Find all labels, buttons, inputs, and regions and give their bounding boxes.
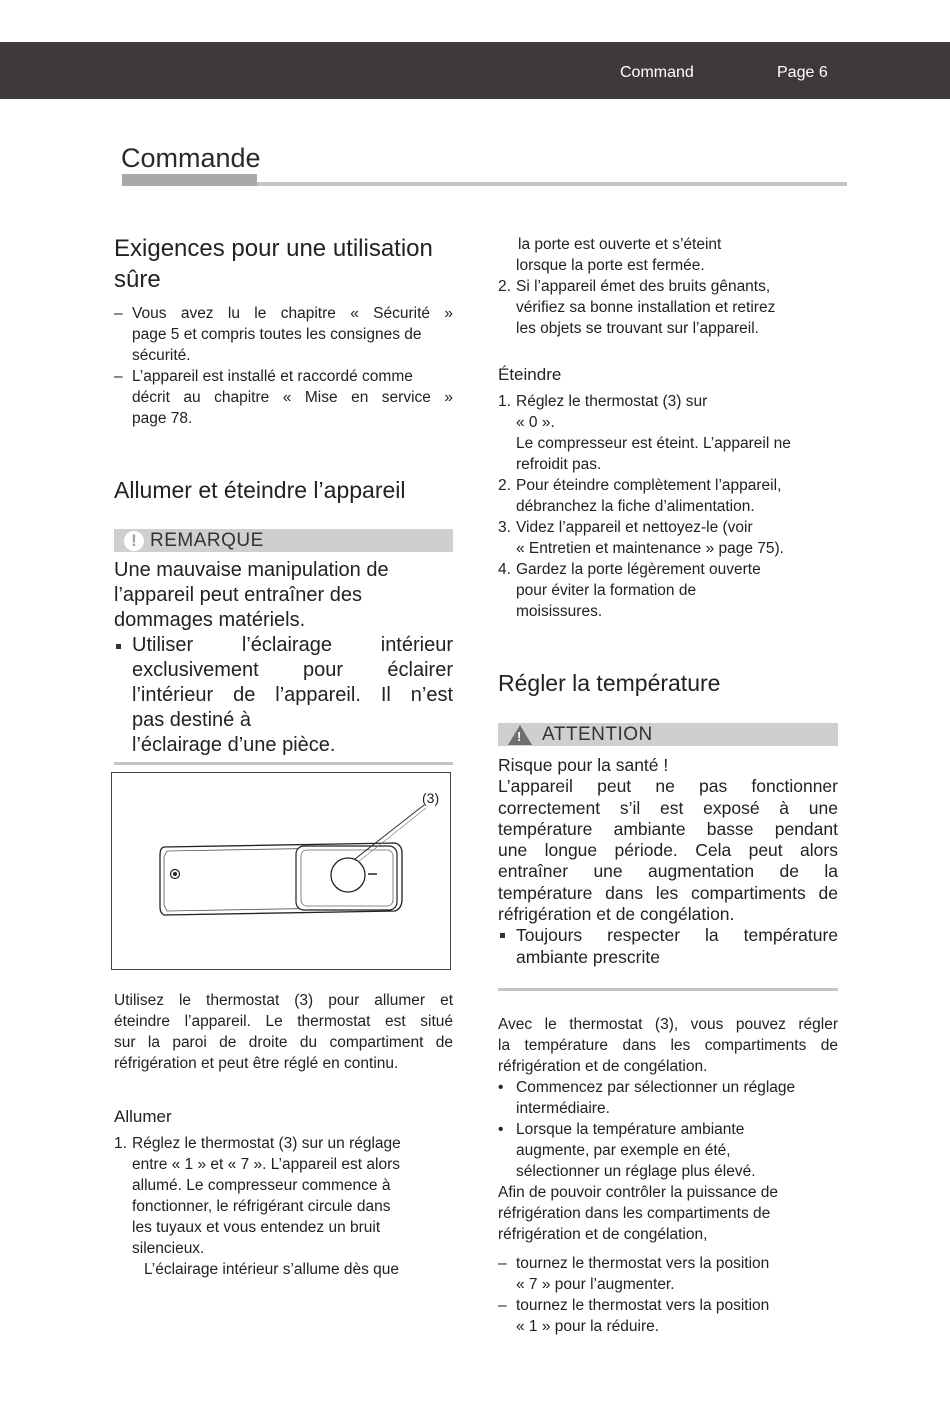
attention-bullet: Toujours respecter la température ambiante prescrite: [498, 925, 838, 968]
header-bar: [0, 42, 950, 99]
list-item: – tournez le thermostat vers la position « 7 » pour l’augmenter.: [498, 1255, 770, 1293]
attention-rule: [498, 988, 838, 991]
remark-banner: [114, 529, 453, 552]
list-item: 2. Pour éteindre complètement l’appareil, débranchez la fiche d’alimentation.: [498, 477, 782, 515]
allumer-list: [114, 1133, 453, 1259]
list-item: 2. Si l’appareil émet des bruits gênants, vérifiez sa bonne installation et retirez les objets se trouvant sur l’appareil.: [498, 278, 776, 337]
list-item: • Commencez par sélectionner un réglage intermédiaire.: [498, 1079, 796, 1117]
eteindre-section: [498, 364, 838, 622]
onoff-section: [114, 475, 453, 505]
attention-banner: [498, 723, 838, 746]
attention-box: [498, 723, 838, 991]
thermostat-knob: [331, 858, 365, 892]
allumer-section: [114, 1106, 453, 1280]
power-list: [498, 1253, 838, 1337]
settings-bullets: [498, 1077, 838, 1182]
list-item: – tournez le thermostat vers la position « 1 » pour la réduire.: [498, 1297, 770, 1335]
onoff-heading: Allumer et éteindre l’appareil: [114, 477, 406, 503]
figure-label: (3): [422, 790, 440, 806]
exclamation-icon: !: [124, 531, 144, 551]
list-item: 3. Videz l’appareil et nettoyez-le (voir « Entretien et maintenance » page 75).: [498, 519, 784, 557]
remark-bullet: Utiliser l’éclairage intérieur exclusivement pour éclairer l’intérieur de l’appareil. Il n’est pas destiné à l’éclairage d’une pièce.: [114, 633, 453, 758]
list-item: • Lorsque la température ambiante augmente, par exemple en été, sélectionner un réglage plus élevé.: [498, 1121, 756, 1180]
list-item: – Vous avez lu le chapitre « Sécurité » page 5 et compris toutes les consignes de sécurité.: [114, 305, 453, 364]
eteindre-list: [498, 391, 838, 622]
list-item: 1. Réglez le thermostat (3) sur un réglage entre « 1 » et « 7 ». L’appareil est alors allumé. Le compresseur commence à fonctionner, le réfrigérant circule dans les tuyaux et vous entendez un bruit silencieux.: [114, 1135, 401, 1257]
remark-rule: [114, 762, 453, 765]
warning-icon: !: [508, 725, 532, 745]
list-item: 4. Gardez la porte légèrement ouverte pour éviter la formation de moisissures.: [498, 561, 761, 620]
thermostat-illustration: [112, 773, 450, 969]
attention-label: ATTENTION: [542, 723, 653, 745]
header-page-number: Page 6: [777, 64, 828, 81]
remark-box: [114, 529, 453, 765]
page-title: Commande: [121, 143, 261, 173]
header-section: Command: [620, 64, 694, 81]
attention-body: Risque pour la santé ! L’appareil peut ne pas fonctionner correctement s’il est exposé à une température ambiante basse pendant une longue période. Cela peut alors entraîner une augmentation de la température dans les compartiments de réfrigération et de congélation. Toujours respecter la température ambiante prescrite: [498, 755, 838, 967]
thermostat-intro: Utilisez le thermostat (3) pour allumer et éteindre l’appareil. Le thermostat est situé sur la paroi de droite du compartiment de réfrigération et peut être réglé en continu.: [114, 992, 453, 1072]
safety-list: [114, 303, 453, 429]
allumer-continued: la porte est ouverte et s’éteint lorsque la porte est fermée. 2. Si l’appareil émet des bruits gênants, vérifiez sa bonne installation et retirez les objets se trouvant sur l’appareil.: [498, 234, 838, 339]
safety-heading: Exigences pour une utilisation sûre: [114, 235, 433, 293]
allumer-list-continued: [498, 276, 838, 339]
safety-section: [114, 233, 453, 429]
list-item: – L’appareil est installé et raccordé comme décrit au chapitre « Mise en service » page 78.: [114, 368, 453, 427]
eteindre-heading: Éteindre: [498, 365, 562, 384]
title-rule-accent: [122, 174, 257, 186]
thermostat-settings: Avec le thermostat (3), vous pouvez régler la température dans les compartiments de réfrigération et de congélation. • Commencez par sélectionner un réglage intermédiaire. • Lorsque la température ambiante augmente, par exemple en été, sélectionner un réglage plus élevé. Afin de pouvoir contrôler la puissance de réfrigération dans les compartiments de réfrigération et de congélation, – tournez le thermostat vers la position « 7 » pour l’augmenter. – tournez le thermostat vers la position « 1 » pour la réduire.: [498, 1016, 838, 1335]
remark-label: REMARQUE: [150, 529, 264, 551]
light-text: L’éclairage intérieur s’allume dès que: [144, 1261, 400, 1278]
temp-section: [498, 668, 838, 698]
remark-body: Une mauvaise manipulation de l’appareil peut entraîner des dommages matériels. Utiliser l’éclairage intérieur exclusivement pour éclairer l’intérieur de l’appareil. Il n’est pas destiné à l’éclairage d’une pièce.: [114, 559, 453, 756]
list-item: 1. Réglez le thermostat (3) sur « 0 ». Le compresseur est éteint. L’appareil ne refroidit pas.: [498, 393, 791, 473]
temp-heading: Régler la température: [498, 670, 721, 696]
thermostat-figure: [111, 772, 451, 970]
allumer-heading: Allumer: [114, 1107, 172, 1126]
